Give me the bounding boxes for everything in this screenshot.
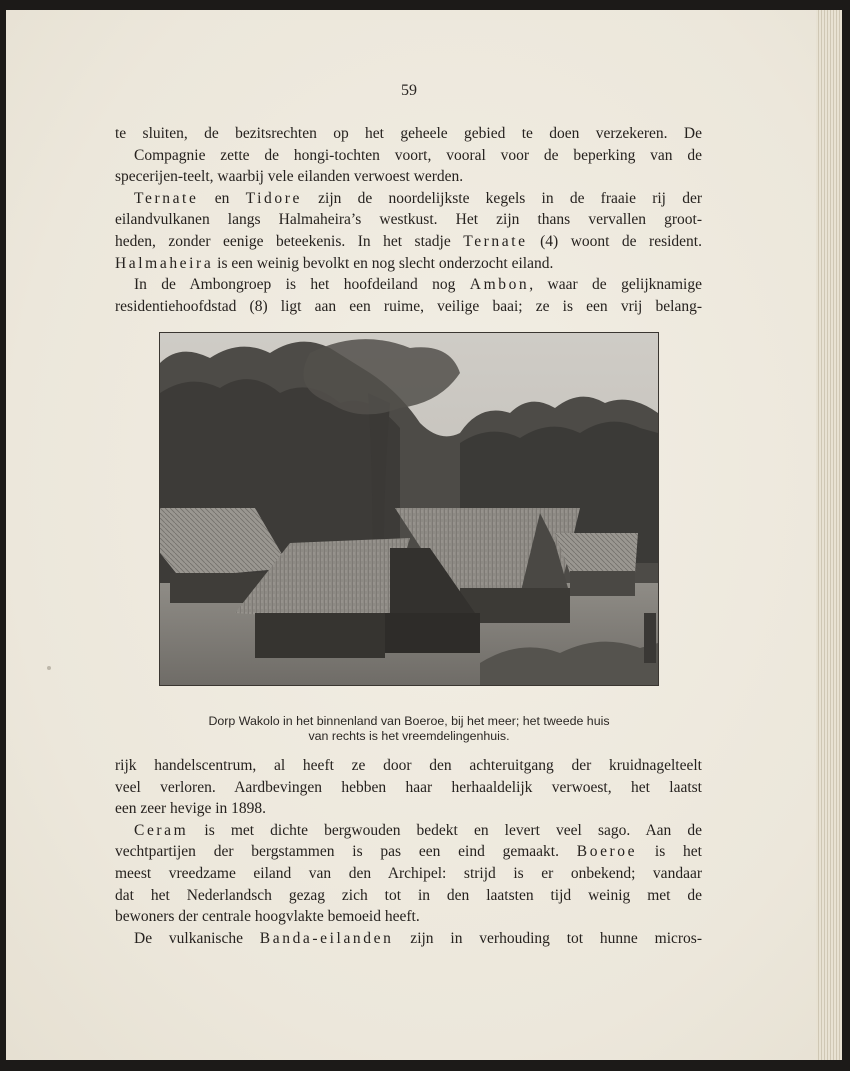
text-segment: is het bbox=[637, 843, 702, 861]
spaced-name: Halmaheira bbox=[115, 254, 214, 272]
text-line bbox=[115, 296, 702, 318]
text-segment: , waar de gelijknamige bbox=[529, 276, 702, 294]
body-text-top bbox=[115, 123, 702, 317]
spaced-name: Ceram bbox=[134, 821, 189, 839]
text-segment: vechtpartijen der bergstammen is pas een eind gemaakt. bbox=[115, 843, 577, 861]
text-segment: is een weinig bevolkt en nog slecht onderzocht eiland. bbox=[213, 254, 554, 272]
text-line bbox=[115, 188, 702, 210]
text-line bbox=[115, 253, 702, 275]
spaced-name: Banda-eilanden bbox=[259, 929, 394, 947]
text-line bbox=[115, 777, 702, 799]
spaced-name: Ternate bbox=[463, 232, 528, 250]
text-segment: te sluiten, de bezitsrechten op het geheele gebied te doen verzekeren. De bbox=[115, 125, 702, 142]
photo-caption bbox=[126, 714, 692, 744]
spaced-name: Tidore bbox=[245, 189, 302, 207]
text-segment: bewoners der centrale hoogvlakte bemoeid heeft. bbox=[115, 908, 420, 926]
page-edges bbox=[816, 10, 842, 1060]
text-line bbox=[115, 755, 702, 777]
text-line bbox=[115, 798, 702, 820]
text-segment: zijn de noordelijkste kegels in de fraaie rij der bbox=[301, 189, 702, 207]
text-line bbox=[115, 885, 702, 907]
caption-line: van rechts is het vreemdelingenhuis. bbox=[308, 729, 510, 743]
text-line bbox=[115, 209, 702, 231]
text-line bbox=[115, 820, 702, 842]
text-line bbox=[115, 928, 702, 950]
text-segment: heden, zonder eenige beteekenis. In het stadje bbox=[115, 232, 464, 250]
text-segment: dat het Nederlandsch gezag zich tot in den laatsten tijd weinig met de bbox=[115, 886, 702, 904]
paper-speck bbox=[47, 666, 51, 670]
book-page bbox=[6, 10, 818, 1060]
body-text-bottom bbox=[115, 755, 702, 949]
text-line bbox=[115, 863, 702, 885]
text-line bbox=[115, 145, 702, 167]
text-segment: eilandvulkanen langs Halmaheira’s westkust. Het zijn thans vervallen groot- bbox=[115, 211, 702, 229]
caption-line: Dorp Wakolo in het binnenland van Boeroe, bij het meer; het tweede huis bbox=[208, 714, 610, 728]
text-segment: Compagnie zette de hongi-tochten voort, vooral voor de beperking van de bbox=[134, 146, 702, 164]
text-segment: meest vreedzame eiland van den Archipel: strijd is er onbekend; vandaar bbox=[115, 864, 702, 882]
text-segment: zijn in verhouding tot hunne micros- bbox=[393, 929, 702, 947]
text-segment: een zeer hevige in 1898. bbox=[115, 800, 267, 818]
text-segment: specerijen-teelt, waarbij vele eilanden verwoest werden. bbox=[115, 168, 464, 186]
spaced-name: Boeroe bbox=[576, 843, 638, 861]
spaced-name: Ternate bbox=[134, 189, 199, 207]
spaced-name: Ambon bbox=[469, 276, 530, 294]
text-line bbox=[115, 906, 702, 928]
photo-image bbox=[160, 333, 658, 685]
text-segment: In de Ambongroep is het hoofdeiland nog bbox=[134, 276, 470, 294]
text-segment: residentiehoofdstad (8) ligt aan een ruime, veilige baai; ze is een vrij belang- bbox=[115, 297, 702, 315]
text-line bbox=[115, 274, 702, 296]
text-segment: rijk handelscentrum, al heeft ze door den achteruitgang der kruidnagelteelt bbox=[115, 757, 702, 774]
village-photo bbox=[159, 332, 659, 686]
text-segment: en bbox=[198, 189, 246, 207]
text-segment: (4) woont de resident. bbox=[527, 232, 702, 250]
text-line bbox=[115, 841, 702, 863]
text-line bbox=[115, 123, 702, 145]
text-segment: veel verloren. Aardbevingen hebben haar herhaaldelijk verwoest, het laatst bbox=[115, 778, 702, 796]
text-line bbox=[115, 231, 702, 253]
text-segment: is met dichte bergwouden bedekt en levert veel sago. Aan de bbox=[188, 821, 702, 839]
text-segment: De vulkanische bbox=[134, 929, 260, 947]
page-number: 59 bbox=[401, 82, 417, 99]
text-line bbox=[115, 166, 702, 188]
